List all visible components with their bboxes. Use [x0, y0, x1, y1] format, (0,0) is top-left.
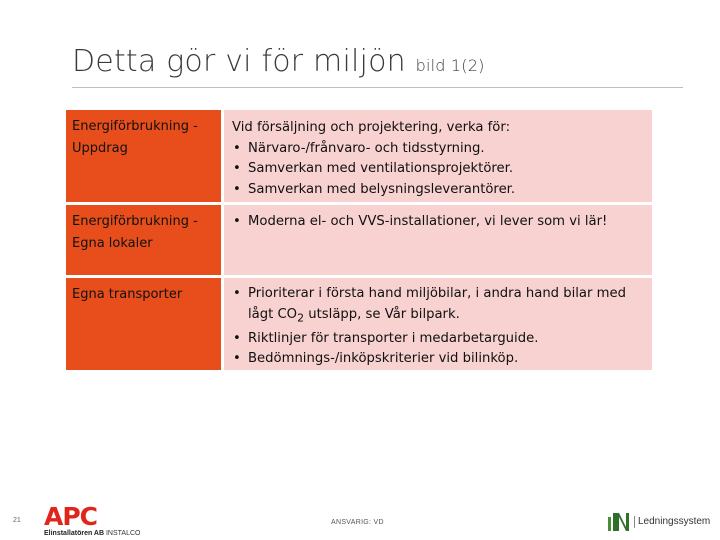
apc-logo-subtitle — [44, 530, 140, 537]
table-row — [66, 278, 652, 370]
bullet-list — [232, 212, 646, 233]
row-content — [224, 278, 652, 370]
title-divider — [72, 87, 683, 88]
title-sub: bild 1(2) — [415, 56, 485, 75]
content-table — [66, 110, 652, 373]
row-intro: Vid försäljning och projektering, verka för: — [232, 120, 511, 135]
bullet-item: • Bedömnings-/inköpskriterier vid bilinköp. — [232, 349, 646, 370]
apc-sub-left: Elinstallatören AB — [44, 530, 105, 537]
co2-subscript: 2 — [297, 311, 305, 325]
bullet-list — [232, 284, 646, 370]
apc-logo — [44, 502, 142, 540]
ledningssystem-logo — [608, 513, 710, 531]
row-content — [224, 205, 652, 275]
bullet-item: • Riktlinjer för transporter i medarbetarguide. — [232, 329, 646, 350]
table-row — [66, 205, 652, 275]
bullet-item: • Samverkan med ventilationsprojektörer. — [232, 159, 646, 180]
bullet-item — [232, 284, 646, 329]
row-label: Egna transporter — [66, 278, 221, 370]
apc-logo-text: APC — [44, 502, 98, 531]
row-content — [224, 110, 652, 202]
ledningssystem-text: Ledningssystem — [634, 516, 710, 528]
slide-title — [72, 44, 485, 79]
row-label: Energiförbrukning - Egna lokaler — [66, 205, 221, 275]
bullet-item: • Moderna el- och VVS-installationer, vi lever som vi lär! — [232, 212, 646, 233]
page-number: 21 — [13, 517, 21, 524]
ledningssystem-mark-icon — [608, 513, 630, 531]
row-label: Energiförbrukning - Uppdrag — [66, 110, 221, 202]
bullet-item: • Närvaro-/frånvaro- och tidsstyrning. — [232, 139, 646, 160]
table-row — [66, 110, 652, 202]
footer-responsible: ANSVARIG: VD — [331, 519, 384, 526]
title-main: Detta gör vi för miljön — [72, 44, 406, 79]
bullet-text: Prioriterar i första hand miljöbilar, i andra hand bilar med lågt CO — [248, 286, 626, 322]
bullet-item: • Samverkan med belysningsleverantörer. — [232, 180, 646, 201]
bullet-list — [232, 139, 646, 201]
bullet-text: utsläpp, se Vår bilpark. — [304, 306, 460, 322]
apc-sub-right: INSTALCO — [105, 530, 141, 537]
